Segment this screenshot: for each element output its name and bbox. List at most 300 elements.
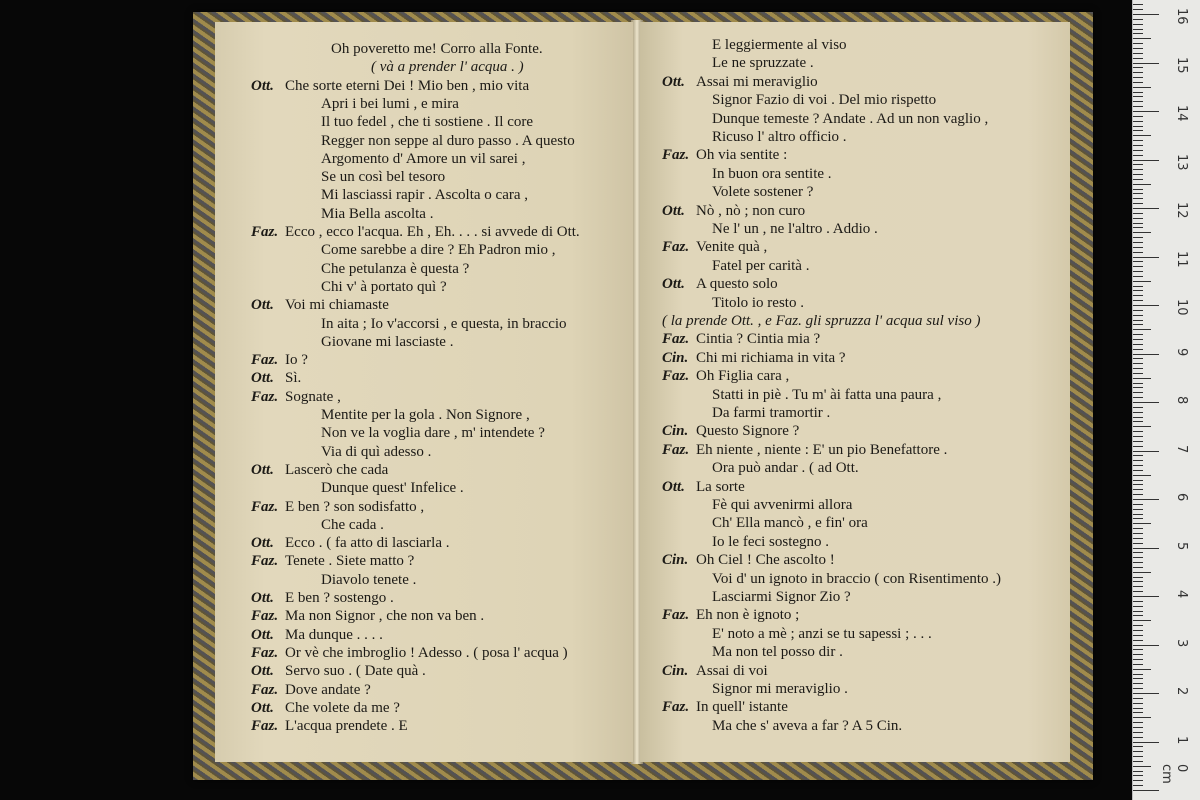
ruler-tick (1133, 160, 1159, 161)
text-line (251, 168, 445, 186)
text-line (662, 238, 767, 256)
line-text: In quell' istante (696, 699, 788, 716)
line-text: Non ve la voglia dare , m' intendete ? (321, 425, 545, 442)
ruler-tick (1133, 184, 1151, 185)
ruler-tick (1133, 460, 1143, 461)
line-text: Io ? (285, 352, 308, 369)
text-line (662, 128, 847, 146)
speaker-name: Ott. (251, 77, 274, 94)
line-text: Questo Signore ? (696, 423, 800, 440)
speaker-name: Cin. (662, 552, 689, 569)
text-line (662, 459, 859, 477)
ruler-number: 6 (1174, 493, 1189, 502)
text-line (662, 54, 814, 72)
line-text: Io le feci sostegno . (712, 533, 830, 550)
text-line (662, 551, 835, 569)
line-text: Or vè che imbroglio ! Adesso . ( posa l' acqua ) (285, 644, 568, 661)
ruler-tick (1133, 67, 1143, 68)
speaker-name: Ott. (662, 202, 685, 219)
ruler-tick (1133, 722, 1143, 723)
text-line (662, 73, 818, 91)
speaker-name: Faz. (662, 368, 690, 385)
ruler-tick (1133, 504, 1143, 505)
line-text: Ecco . ( fa atto di lasciarla . (285, 535, 450, 552)
ruler-tick (1133, 577, 1143, 578)
text-line (662, 110, 988, 128)
ruler-tick (1133, 19, 1143, 20)
ruler-tick (1133, 562, 1143, 563)
ruler-tick (1133, 130, 1143, 131)
ruler-tick (1133, 58, 1143, 59)
text-line (251, 406, 530, 424)
ruler-tick (1133, 363, 1143, 364)
ruler-tick (1133, 572, 1151, 573)
ruler-tick (1133, 611, 1143, 612)
ruler-tick (1133, 640, 1143, 641)
ruler-tick (1133, 514, 1143, 515)
line-text: Via di quì adesso . (321, 443, 432, 460)
text-line (662, 514, 868, 532)
ruler-tick (1133, 412, 1143, 413)
text-line (251, 681, 371, 699)
ruler-tick (1133, 751, 1143, 752)
ruler-tick (1133, 87, 1151, 88)
ruler-tick (1133, 552, 1143, 553)
ruler-tick (1133, 354, 1159, 355)
text-line (251, 479, 464, 497)
line-text: Fatel per carità . (712, 257, 810, 274)
ruler-tick (1133, 300, 1143, 301)
line-text: Ma che s' aveva a far ? A 5 Cin. (712, 717, 903, 734)
line-text: Oh poveretto me! Corro alla Fonte. (331, 41, 543, 57)
ruler-tick (1133, 596, 1159, 597)
ruler-tick (1133, 649, 1143, 650)
line-text: Ricuso l' altro officio . (712, 129, 847, 145)
line-text: Sì. (285, 370, 302, 387)
ruler-tick (1133, 528, 1143, 529)
text-line (251, 205, 433, 223)
ruler-tick (1133, 775, 1143, 776)
ruler-number: 12 (1174, 202, 1189, 219)
ruler-tick (1133, 257, 1159, 258)
ruler-number: 4 (1174, 590, 1189, 599)
text-line (662, 588, 851, 606)
line-text: Ch' Ella mancò , e fin' ora (712, 515, 868, 532)
ruler-tick (1133, 737, 1143, 738)
text-line (251, 351, 308, 369)
ruler-tick (1133, 693, 1159, 694)
text-line (662, 312, 980, 330)
ruler-tick (1133, 615, 1143, 616)
speaker-name: Ott. (662, 478, 685, 495)
measuring-ruler (1132, 0, 1200, 800)
line-text: In buon ora sentite . (712, 165, 832, 182)
ruler-tick (1133, 96, 1143, 97)
line-text: Assai di voi (696, 662, 768, 679)
ruler-tick (1133, 446, 1143, 447)
speaker-name: Faz. (662, 147, 690, 164)
ruler-tick (1133, 121, 1143, 122)
ruler-tick (1133, 111, 1159, 112)
ruler-tick (1133, 106, 1143, 107)
text-line (251, 589, 394, 607)
ruler-tick (1133, 732, 1143, 733)
text-line (662, 496, 852, 514)
ruler-tick (1133, 475, 1151, 476)
ruler-number: 7 (1174, 444, 1189, 453)
text-line (251, 223, 580, 241)
text-line (662, 717, 902, 735)
line-text: Dunque temeste ? Andate . Ad un non vaglio , (712, 110, 989, 127)
ruler-tick (1133, 208, 1159, 209)
text-line (251, 58, 524, 76)
ruler-tick (1133, 4, 1143, 5)
ruler-tick (1133, 82, 1143, 83)
text-line (662, 441, 947, 459)
text-line (662, 36, 847, 54)
left-page (215, 22, 633, 762)
ruler-tick (1133, 9, 1143, 10)
text-line (251, 150, 525, 168)
ruler-tick (1133, 179, 1143, 180)
ruler-tick (1133, 746, 1143, 747)
speaker-name: Faz. (251, 388, 279, 405)
text-line (251, 278, 447, 296)
speaker-name: Faz. (662, 239, 690, 256)
line-text: E' noto a mè ; anzi se tu sapessi ; . . . (712, 625, 932, 642)
text-line (251, 186, 528, 204)
line-text: Signor Fazio di voi . Del mio rispetto (712, 92, 937, 109)
ruler-tick (1133, 140, 1143, 141)
ruler-tick (1133, 509, 1143, 510)
ruler-tick (1133, 538, 1143, 539)
ruler-tick (1133, 421, 1143, 422)
ruler-tick (1133, 48, 1143, 49)
ruler-tick (1133, 654, 1143, 655)
ruler-tick (1133, 601, 1143, 602)
speaker-name: Faz. (251, 498, 279, 515)
ruler-tick (1133, 383, 1143, 384)
ruler-tick (1133, 126, 1143, 127)
ruler-tick (1133, 630, 1143, 631)
ruler-tick (1133, 358, 1143, 359)
speaker-name: Ott. (251, 370, 274, 387)
ruler-number: 8 (1174, 396, 1189, 405)
line-text: Se un così bel tesoro (321, 169, 446, 186)
line-text: Come sarebbe a dire ? Eh Padron mio , (321, 242, 556, 259)
ruler-tick (1133, 494, 1143, 495)
ruler-tick (1133, 145, 1143, 146)
ruler-tick (1133, 77, 1143, 78)
line-text: ( và a prender l' acqua . ) (371, 59, 524, 76)
ruler-tick (1133, 417, 1143, 418)
ruler-tick (1133, 407, 1143, 408)
text-line (251, 40, 543, 58)
line-text: Eh niente , niente : E' un pio Benefattore . (696, 441, 948, 458)
ruler-tick (1133, 320, 1143, 321)
ruler-tick (1133, 198, 1143, 199)
line-text: Tenete . Siete matto ? (285, 553, 415, 570)
ruler-tick (1133, 232, 1151, 233)
speaker-name: Ott. (251, 535, 274, 552)
ruler-tick (1133, 213, 1143, 214)
ruler-tick (1133, 756, 1143, 757)
speaker-name: Faz. (251, 644, 279, 661)
ruler-tick (1133, 717, 1151, 718)
ruler-tick (1133, 688, 1143, 689)
text-line (662, 386, 941, 404)
speaker-name: Faz. (251, 352, 279, 369)
ruler-tick (1133, 484, 1143, 485)
line-text: Chi mi richiama in vita ? (696, 349, 846, 366)
ruler-tick (1133, 426, 1151, 427)
text-line (662, 643, 843, 661)
line-text: Statti in piè . Tu m' ài fatta una paura , (712, 386, 942, 403)
line-text: Mia Bella ascolta . (321, 205, 434, 222)
line-text: A questo solo (696, 276, 778, 293)
speaker-name: Ott. (251, 699, 274, 716)
ruler-tick (1133, 436, 1143, 437)
ruler-tick (1133, 218, 1143, 219)
text-line (662, 330, 820, 348)
ruler-number: 11 (1174, 250, 1189, 268)
ruler-tick (1133, 164, 1143, 165)
line-text: La sorte (696, 478, 745, 495)
line-text: Servo suo . ( Date quà . (285, 663, 426, 680)
ruler-tick (1133, 441, 1143, 442)
ruler-number: 13 (1174, 153, 1189, 171)
text-line (251, 260, 469, 278)
ruler-tick (1133, 790, 1159, 791)
line-text: L'acqua prendete . E (285, 718, 408, 735)
ruler-tick (1133, 329, 1151, 330)
text-line (251, 626, 383, 644)
line-text: Voi d' un ignoto in braccio ( con Risentimento .) (712, 570, 1002, 587)
line-text: Assai mi meraviglio (696, 73, 818, 90)
ruler-tick (1133, 455, 1143, 456)
ruler-tick (1133, 281, 1151, 282)
speaker-name: Ott. (251, 663, 274, 680)
ruler-tick (1133, 543, 1143, 544)
ruler-tick (1133, 271, 1143, 272)
text-line (662, 478, 745, 496)
ruler-tick (1133, 489, 1143, 490)
text-line (662, 367, 789, 385)
ruler-tick (1133, 237, 1143, 238)
line-text: Mi lasciassi rapir . Ascolta o cara , (321, 187, 529, 204)
ruler-tick (1133, 150, 1143, 151)
ruler-tick (1133, 785, 1143, 786)
speaker-name: Faz. (251, 553, 279, 570)
line-text: Che petulanza è questa ? (321, 260, 470, 277)
line-text: In aita ; Io v'accorsi , e questa, in braccio (321, 315, 567, 332)
text-line (251, 424, 545, 442)
ruler-tick (1133, 24, 1143, 25)
line-text: Eh non è ignoto ; (696, 607, 800, 624)
line-text: Ma non tel posso dir . (712, 644, 843, 661)
speaker-name: Faz. (662, 699, 690, 716)
ruler-tick (1133, 683, 1143, 684)
speaker-name: Ott. (251, 590, 274, 606)
ruler-tick (1133, 339, 1143, 340)
ruler-tick (1133, 465, 1143, 466)
text-line (662, 220, 878, 238)
line-text: Ecco , ecco l'acqua. Eh , Eh. . . . si avvede di Ott. (285, 224, 580, 240)
ruler-tick (1133, 33, 1143, 34)
ruler-tick (1133, 635, 1143, 636)
speaker-name: Cin. (662, 423, 689, 440)
ruler-tick (1133, 189, 1143, 190)
ruler-tick (1133, 431, 1143, 432)
text-line (251, 662, 426, 680)
ruler-tick (1133, 387, 1143, 388)
text-line (251, 461, 388, 479)
ruler-tick (1133, 63, 1159, 64)
line-text: Chi v' à portato quì ? (321, 278, 447, 295)
speaker-name: Ott. (251, 297, 274, 314)
speaker-name: Cin. (662, 662, 689, 679)
text-line (662, 680, 848, 698)
line-text: Lasciarmi Signor Zio ? (712, 589, 851, 605)
ruler-tick (1133, 14, 1159, 15)
line-text: Lascerò che cada (285, 461, 389, 478)
ruler-tick (1133, 780, 1143, 781)
speaker-name: Ott. (251, 461, 274, 478)
ruler-number: 0 cm (1159, 764, 1189, 784)
text-line (662, 533, 829, 551)
ruler-tick (1133, 703, 1143, 704)
speaker-name: Ott. (662, 276, 685, 293)
line-text: Oh via sentite : (696, 147, 788, 164)
ruler-tick (1133, 742, 1159, 743)
ruler-tick (1133, 581, 1143, 582)
text-line (662, 146, 787, 164)
ruler-tick (1133, 349, 1143, 350)
line-text: Le ne spruzzate . (712, 55, 814, 72)
ruler-tick (1133, 29, 1143, 30)
line-text: E ben ? son sodisfatto , (285, 498, 425, 515)
ruler-tick (1133, 334, 1143, 335)
ruler-tick (1133, 305, 1159, 306)
ruler-tick (1133, 766, 1151, 767)
line-text: Sognate , (285, 388, 341, 405)
speaker-name: Faz. (662, 441, 690, 458)
ruler-tick (1133, 518, 1143, 519)
ruler-tick (1133, 761, 1143, 762)
line-text: Titolo io resto . (712, 294, 804, 311)
text-line (251, 388, 341, 406)
text-line (251, 443, 431, 461)
line-text: Dunque quest' Infelice . (321, 480, 464, 497)
ruler-tick (1133, 606, 1143, 607)
line-text: Il tuo fedel , che ti sostiene . Il core (321, 114, 534, 131)
text-line (251, 571, 416, 589)
line-text: Che sorte eterni Dei ! Mio ben , mio vita (285, 77, 530, 94)
line-text: Signor mi meraviglio . (712, 681, 848, 697)
ruler-tick (1133, 169, 1143, 170)
ruler-tick (1133, 378, 1151, 379)
speaker-name: Faz. (251, 718, 279, 735)
text-line (251, 113, 533, 131)
ruler-tick (1133, 135, 1151, 136)
text-line (251, 77, 529, 95)
ruler-tick (1133, 470, 1143, 471)
ruler-tick (1133, 242, 1143, 243)
speaker-name: Faz. (251, 681, 279, 698)
ruler-tick (1133, 645, 1159, 646)
ruler-tick (1133, 324, 1143, 325)
line-text: Ma dunque . . . . (285, 626, 383, 643)
ruler-tick (1133, 101, 1143, 102)
ruler-tick (1133, 727, 1143, 728)
text-line (662, 183, 813, 201)
text-line (251, 241, 556, 259)
ruler-tick (1133, 315, 1143, 316)
text-line (662, 606, 799, 624)
text-line (662, 165, 832, 183)
ruler-tick (1133, 252, 1143, 253)
text-line (251, 699, 400, 717)
speaker-name: Faz. (662, 331, 690, 348)
ruler-tick (1133, 368, 1143, 369)
text-line (251, 315, 567, 333)
ruler-number: 1 (1174, 735, 1189, 744)
text-line (251, 534, 450, 552)
speaker-name: Ott. (251, 626, 274, 643)
line-text: Da farmi tramortir . (712, 405, 831, 421)
text-line (251, 498, 424, 516)
text-line (251, 95, 459, 113)
line-text: Apri i bei lumi , e mira (321, 95, 459, 112)
ruler-tick (1133, 344, 1143, 345)
speaker-name: Faz. (251, 224, 279, 240)
line-text: Dove andate ? (285, 681, 371, 698)
line-text: Oh Ciel ! Che ascolto ! (696, 552, 835, 569)
speaker-name: Ott. (662, 73, 685, 90)
ruler-tick (1133, 53, 1143, 54)
text-line (251, 516, 384, 534)
ruler-tick (1133, 227, 1143, 228)
right-page (640, 22, 1070, 762)
text-line (662, 625, 932, 643)
ruler-number: 10 (1174, 299, 1189, 316)
line-text: Ne l' un , ne l'altro . Addio . (712, 221, 878, 237)
text-line (251, 369, 301, 387)
ruler-tick (1133, 193, 1143, 194)
ruler-tick (1133, 310, 1143, 311)
ruler-tick (1133, 116, 1143, 117)
ruler-tick (1133, 499, 1159, 500)
ruler-tick (1133, 373, 1143, 374)
text-line (251, 333, 453, 351)
line-text: Argomento d' Amore un vil sarei , (321, 150, 526, 167)
line-text: Oh Figlia cara , (696, 368, 790, 385)
text-line (251, 717, 408, 735)
text-line (251, 607, 484, 625)
ruler-number: 15 (1174, 56, 1189, 74)
ruler-tick (1133, 43, 1143, 44)
ruler-number: 14 (1174, 105, 1189, 122)
text-line (662, 294, 804, 312)
text-line (251, 552, 414, 570)
line-text: Cintia ? Cintia mia ? (696, 331, 821, 348)
line-text: Voi mi chiamaste (285, 297, 389, 314)
line-text: Nò , nò ; non curo (696, 202, 806, 219)
ruler-tick (1133, 174, 1143, 175)
ruler-tick (1133, 625, 1143, 626)
line-text: Che cada . (321, 516, 384, 533)
line-text: Che volete da me ? (285, 699, 400, 716)
